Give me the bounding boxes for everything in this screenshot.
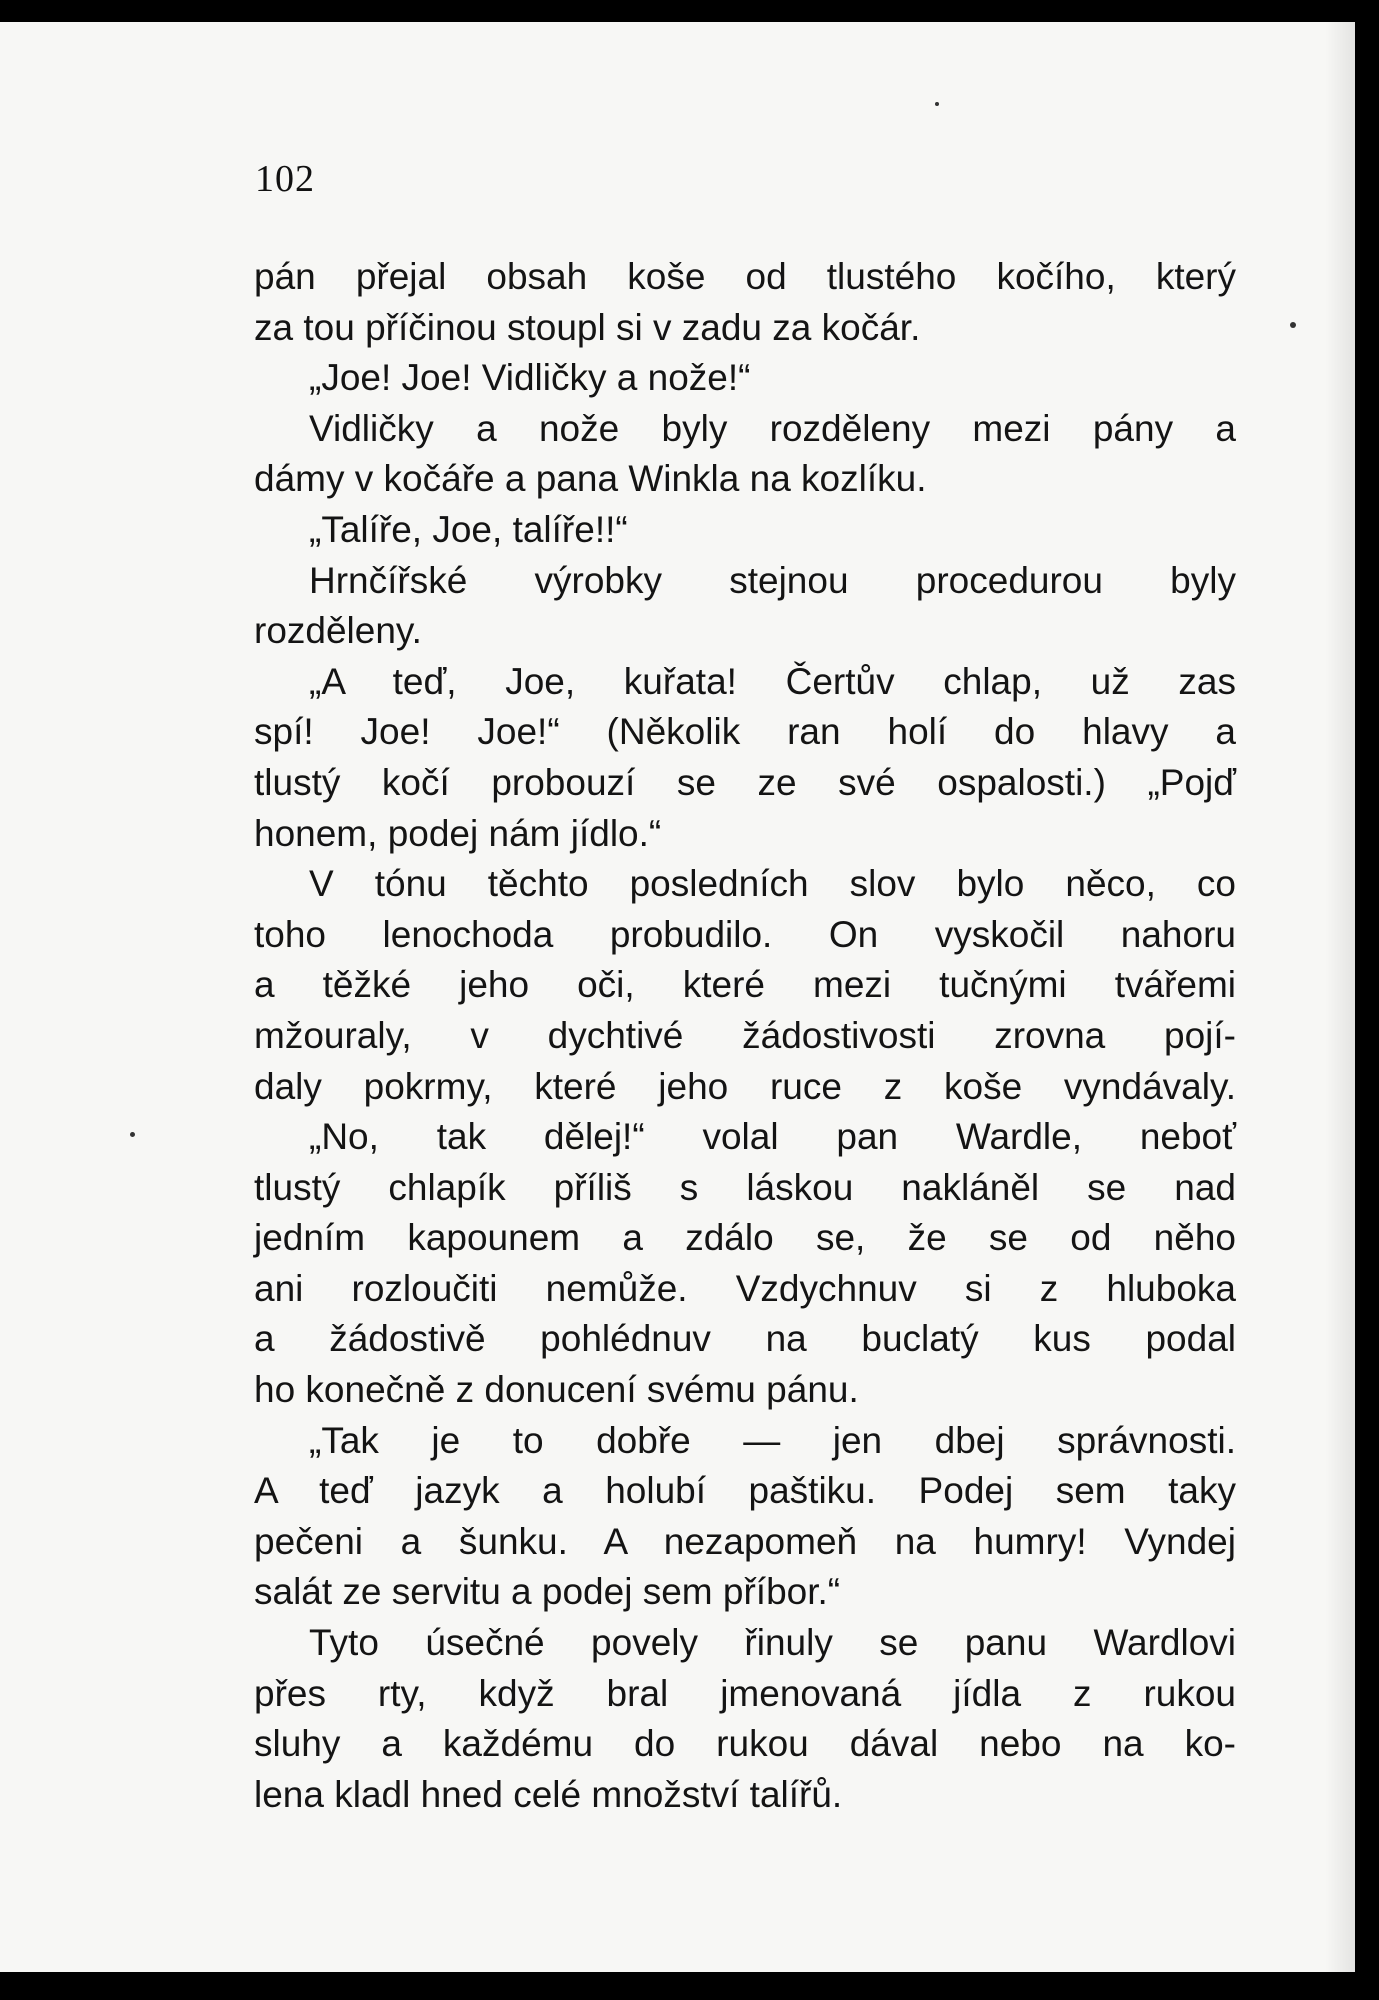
scan-speck	[130, 1132, 135, 1137]
text-line: „A teď, Joe, kuřata! Čertův chlap, už zas	[309, 660, 1236, 702]
text-line: a těžké jeho oči, které mezi tučnými tvářemi	[254, 964, 1236, 1006]
text-line: Vidličky a nože byly rozděleny mezi pány a	[309, 407, 1236, 449]
text-line: ani rozloučiti nemůže. Vzdychnuv si z hluboka	[254, 1267, 1236, 1309]
text-line: „Talíře, Joe, talíře!!“	[309, 508, 628, 550]
text-line: spí! Joe! Joe!“ (Několik ran holí do hlavy a	[254, 711, 1236, 753]
text-line: „Joe! Joe! Vidličky a nože!“	[309, 357, 751, 399]
text-line: a žádostivě pohlédnuv na buclatý kus podal	[254, 1318, 1236, 1360]
text-line: V tónu těchto posledních slov bylo něco, co	[309, 863, 1236, 905]
text-line: rozděleny.	[254, 610, 422, 652]
text-line: pečeni a šunku. A nezapomeň na humry! Vyndej	[254, 1520, 1236, 1562]
text-line: daly pokrmy, které jeho ruce z koše vyndávaly.	[254, 1065, 1236, 1107]
text-line: jedním kapounem a zdálo se, že se od něho	[254, 1217, 1236, 1259]
text-line: ho konečně z donucení svému pánu.	[254, 1369, 859, 1411]
text-line: A teď jazyk a holubí paštiku. Podej sem taky	[254, 1470, 1236, 1512]
text-line: sluhy a každému do rukou dával nebo na ko-	[254, 1723, 1236, 1765]
paper-sheet	[0, 22, 1355, 1972]
text-line: „No, tak dělej!“ volal pan Wardle, neboť	[309, 1116, 1236, 1158]
text-line: „Tak je to dobře — jen dbej správnosti.	[309, 1419, 1236, 1461]
page-number: 102	[255, 158, 315, 200]
text-line: toho lenochoda probudilo. On vyskočil nahoru	[254, 913, 1236, 955]
text-line: dámy v kočáře a pana Winkla na kozlíku.	[254, 458, 927, 500]
text-line: salát ze servitu a podej sem příbor.“	[254, 1571, 841, 1613]
text-line: Hrnčířské výrobky stejnou procedurou byly	[309, 559, 1236, 601]
text-line: mžouraly, v dychtivé žádostivosti zrovna pojí-	[254, 1014, 1236, 1056]
body-text	[254, 252, 1236, 1820]
text-line: honem, podej nám jídlo.“	[254, 812, 662, 854]
text-line: pán přejal obsah koše od tlustého kočího, který	[254, 256, 1236, 297]
text-line: Tyto úsečné povely řinuly se panu Wardlovi	[309, 1622, 1236, 1664]
text-line: tlustý chlapík příliš s láskou nakláněl se nad	[254, 1166, 1236, 1208]
text-line: za tou příčinou stoupl si v zadu za kočár.	[254, 306, 921, 348]
scan-speck	[1290, 322, 1296, 328]
scan-speck	[935, 102, 939, 106]
text-line: přes rty, když bral jmenovaná jídla z rukou	[254, 1672, 1236, 1714]
text-line: tlustý kočí probouzí se ze své ospalosti.) „Pojď	[254, 761, 1236, 803]
page-edge-shadow	[1325, 22, 1355, 1972]
text-line: lena kladl hned celé množství talířů.	[254, 1773, 843, 1815]
